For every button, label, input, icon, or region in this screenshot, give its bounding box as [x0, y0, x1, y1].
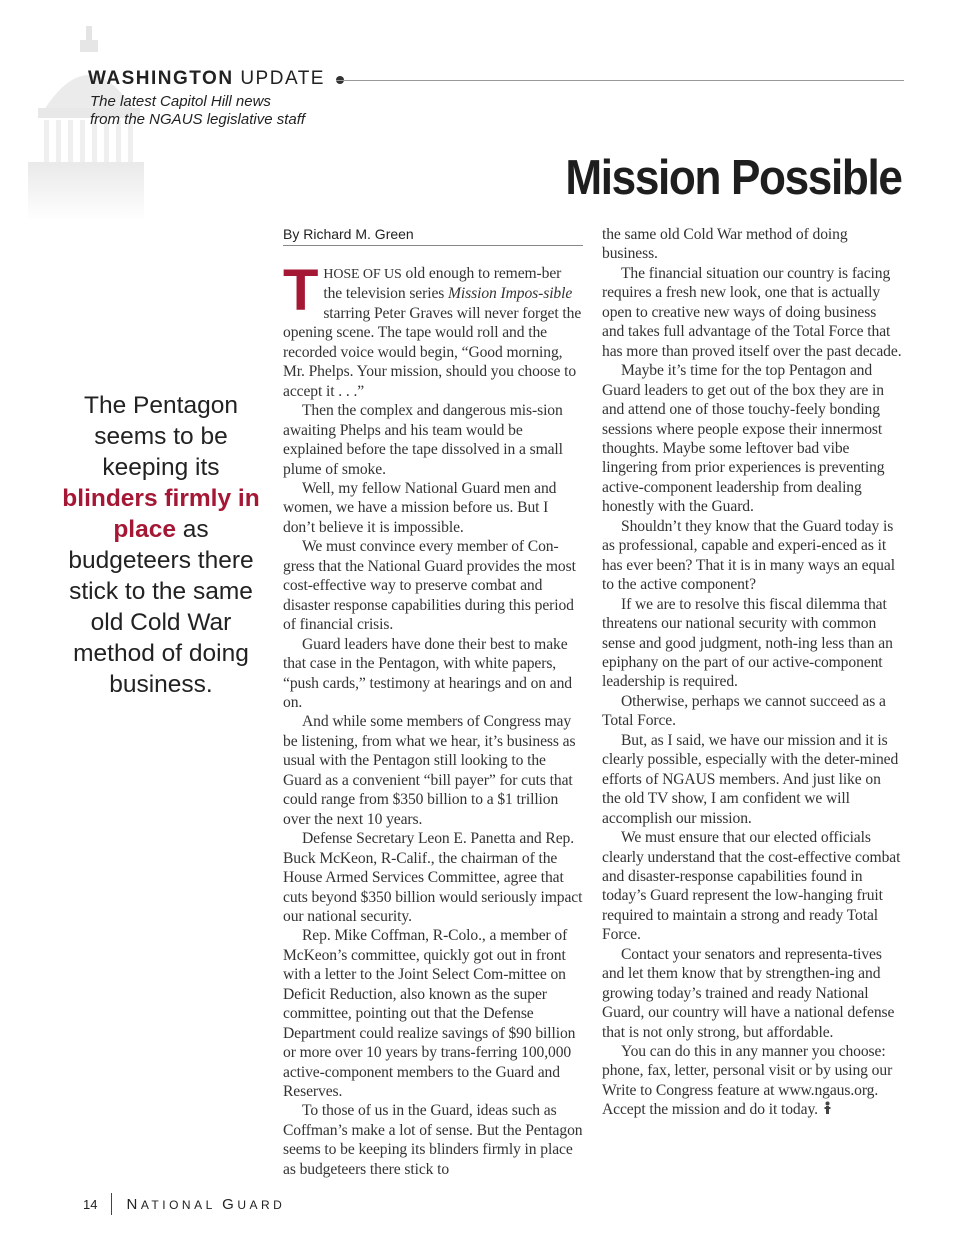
page-number: 14 [83, 1196, 98, 1212]
header-rule [336, 80, 904, 81]
magazine-name: NATIONAL GUARD [126, 1195, 286, 1213]
article-title: Mission Possible [565, 151, 902, 205]
paragraph: Guard leaders have done their best to make that case in the Pentagon, with white papers, “push cards,” testimony at hearings and on and on. [283, 635, 573, 711]
paragraph: Maybe it’s time for the top Pentagon and Guard leaders to get out of the box they are in and attend one of those touchy-feely bonding sessions where people expose their innermost thoughts. Maybe some leftover bad vibe lingering from prior experiences is preventing active-component leadership from dealing honestly with the Guard. [602, 362, 885, 516]
paragraph: THOSE OF US old enough to remem-ber the television series Mission Impos-sible starring Peter Graves will never forget the opening scene. The tape would roll and the recorded voice would begin, “Good morning, Mr. Phelps. Your mission, should you choose to accept it . . .” [283, 258, 582, 400]
pull-quote: The Pentagon seems to be keeping its blinders firmly in place as budgeteers there stick to the same old Cold War method of doing business. [62, 392, 260, 698]
section-subtitle: The latest Capitol Hill news from the NGAUS legislative staff [90, 93, 306, 128]
paragraph: the same old Cold War method of doing business. [602, 226, 848, 263]
footer-divider [111, 1193, 112, 1215]
paragraph: You can do this in any manner you choose: phone, fax, letter, personal visit or by using our Write to Congress feature at www.ngaus.org. Accept the mission and do it today. [602, 1043, 893, 1119]
byline: By Richard M. Green [283, 226, 583, 246]
paragraph: To those of us in the Guard, ideas such as Coffman’s make a lot of sense. But the Pentagon seems to be keeping its blinders firmly in place as budgeteers there stick to [283, 1102, 583, 1178]
drop-cap: T [283, 258, 319, 323]
paragraph: We must ensure that our elected officials clearly understand that the cost-effective combat and disaster-response capabilities found in today’s Guard represent the low-hanging fruit required to maintain a strong and ready Total Force. [602, 829, 901, 944]
paragraph: Otherwise, perhaps we cannot succeed as a Total Force. [602, 692, 886, 730]
paragraph: Well, my fellow National Guard men and women, we have a mission before us. But I don’t believe it is impossible. [283, 479, 557, 536]
end-mark-icon [824, 1101, 831, 1116]
article-column-1 [283, 258, 583, 1179]
paragraph: Shouldn’t they know that the Guard today is as professional, capable and experi-enced as it has ever been? That it is in many ways an equal to the active component? [602, 517, 895, 594]
paragraph: Rep. Mike Coffman, R-Colo., a member of McKeon’s committee, quickly got out in front with a letter to the Joint Select Com-mittee on Deficit Reduction, also known as the super committee, pointing out that the Defense Department could realize savings of $90 billion or more over 10 years by trans-ferring 100,000 active-component members to the Guard and Reserves. [283, 927, 576, 1101]
article-column-2 [602, 225, 902, 1120]
paragraph: And while some members of Congress may be listening, from what we hear, it’s business as usual with the Pentagon still looking to the Guard as a convenient “bill payer” for cuts that could range from $350 billion to a $1 trillion over the next 10 years. [283, 713, 576, 828]
paragraph: The financial situation our country is facing requires a fresh new look, one that is actually open to creative new ways of doing business and takes full advantage of the Total Force that has more than proved itself over the past decade. [602, 264, 902, 360]
paragraph: If we are to resolve this fiscal dilemma that threatens our national security with common sense and good judgment, noth-ing less than an epiphany on the part of our active-component leadership is required. [602, 595, 893, 691]
paragraph: Defense Secretary Leon E. Panetta and Rep. Buck McKeon, R-Calif., the chairman of the House Armed Services Committee, agree that cuts beyond $350 billion would seriously impact our national security. [283, 830, 583, 925]
paragraph: We must convince every member of Con-gress that the National Guard provides the most cost-effective way to preserve combat and disaster response capabilities during this period of financial crisis. [283, 538, 576, 634]
page-footer [83, 1193, 285, 1215]
section-title: WASHINGTON UPDATE [88, 68, 325, 89]
paragraph: Contact your senators and representa-tives and let them know that by strengthen-ing and growing today’s trained and ready National Guard, our country will have a national defense that is not only strong, but affordable. [602, 945, 895, 1041]
paragraph: But, as I said, we have our mission and it is clearly possible, especially with the deter-mined efforts of NGAUS members. And just like on the old TV show, I am confident we will accomplish our mission. [602, 731, 899, 827]
paragraph: Then the complex and dangerous mis-sion awaiting Phelps and his team would be explained before the tape dissolved in a small plume of smoke. [283, 402, 563, 478]
